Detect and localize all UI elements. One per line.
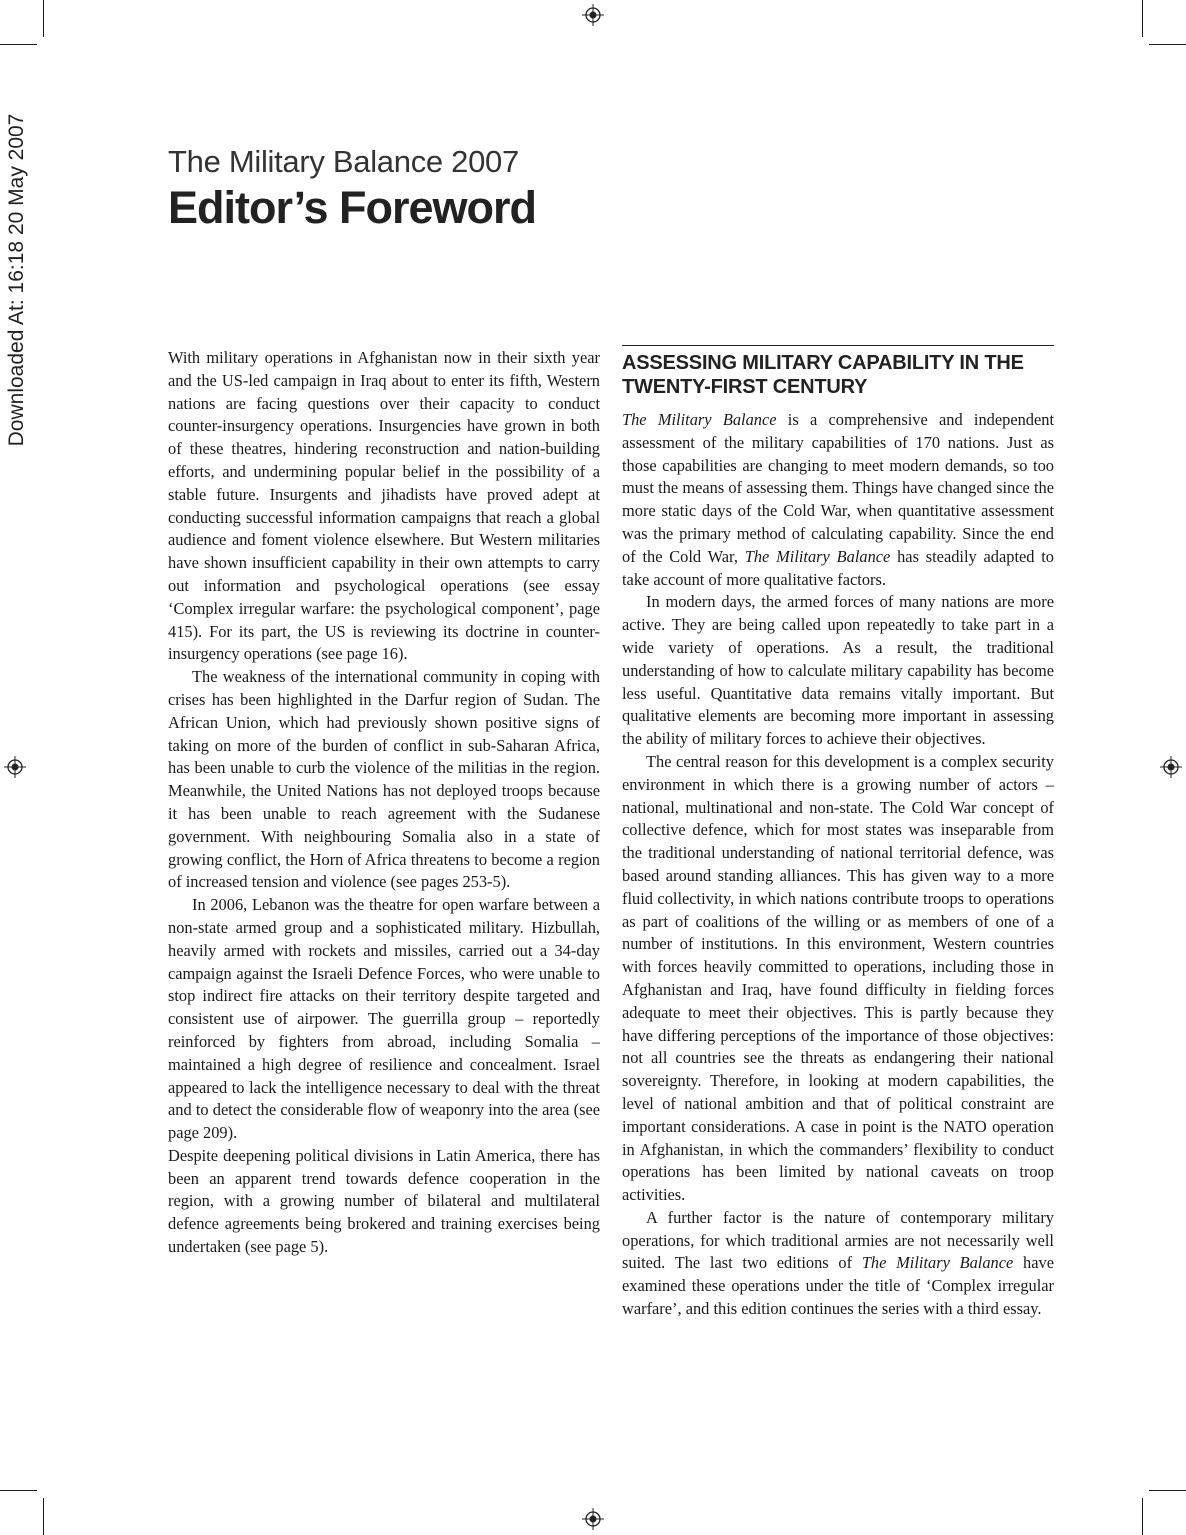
- left-column: [168, 345, 600, 1259]
- publication-series: The Military Balance 2007: [168, 144, 519, 179]
- crop-mark-bottom-left-horizontal: [0, 1490, 37, 1491]
- paragraph: The weakness of the international community in coping with crises has been highlighted in the Darfur region of Sudan. The African Union, which had previously shown positive signs of taking on more of the burden of conflict in sub-Saharan Africa, has been unable to curb the violence of the militias in the region. Meanwhile, the United Nations has not deployed troops because it has been unable to reach agreement with the Sudanese government. With neighbouring Somalia also in a state of growing conflict, the Horn of Africa threatens to become a region of increased tension and violence (see pages 253-5).: [168, 667, 600, 892]
- paragraph: In 2006, Lebanon was the theatre for open warfare between a non-state armed group and a sophisticated military. Hizbullah, heavily armed with rockets and missiles, carried out a 34-day campaign against the Israeli Defence Forces, who were unable to stop indirect fire attacks on their territory despite targeted and consistent use of airpower. The guerrilla group – reportedly reinforced by fighters from abroad, including Somalia – maintained a high degree of resilience and concealment. Israel appeared to lack the intelligence necessary to deal with the threat and to detect the considerable flow of weaponry into the area (see page 209).: [168, 895, 600, 1143]
- registration-mark-icon: [582, 4, 604, 26]
- crop-mark-bottom-right-horizontal: [1149, 1490, 1186, 1491]
- paragraph: The Military Balance is a comprehensive and independent assessment of the military capabilities of 170 nations. Just as those capabilities are changing to meet modern demands, so too must the means of assessing them. Things have changed since the more static days of the Cold War, when quantitative assessment was the primary method of calculating capability. Since the end of the Cold War, The Military Balance has steadily adapted to take account of more qualitative factors.: [622, 410, 1055, 589]
- paragraph: The central reason for this development is a complex security environment in which there is a growing number of actors – national, multinational and non-state. The Cold War concept of collective defence, which for most states was inseparable from the traditional understanding of national territorial defence, was based around standing alliances. This has given way to a more fluid collectivity, in which nations contribute troops to operations as part of coalitions of the willing or as members of one of a number of institutions. In this environment, Western countries with forces heavily committed to operations, including those in Afghanistan and Iraq, have found difficulty in fielding forces adequate to meet their objectives. This is partly because they have differing perceptions of the importance of those objectives: not all countries see the threats as endangering their national sovereignty. Therefore, in looking at modern capabilities, the level of national ambition and that of political constraint are important considerations. A case in point is the NATO operation in Afghanistan, in which the commanders’ flexibility to conduct operations has been limited by national caveats on troop activities.: [622, 751, 1054, 1205]
- crop-mark-bottom-left-vertical: [43, 1498, 44, 1535]
- crop-mark-bottom-right-vertical: [1142, 1498, 1143, 1535]
- publication-title-italic: The Military Balance: [861, 1253, 1014, 1273]
- download-stamp: Downloaded At: 16:18 20 May 2007: [5, 113, 28, 447]
- paragraph: Despite deepening political divisions in Latin America, there has been an apparent trend towards defence cooperation in the region, with a growing number of bilateral and multilateral defence agreements being brokered and training exercises being undertaken (see page 5).: [168, 1145, 600, 1257]
- page-title: Editor’s Foreword: [168, 182, 537, 233]
- registration-mark-icon: [4, 756, 26, 778]
- registration-mark-icon: [582, 1508, 604, 1530]
- section-heading: ASSESSING MILITARY CAPABILITY IN THE TWENTY-FIRST CENTURY: [622, 345, 1054, 399]
- right-column: [622, 345, 1054, 1321]
- crop-mark-top-left-vertical: [43, 0, 44, 37]
- crop-mark-top-right-horizontal: [1149, 44, 1186, 45]
- paragraph: With military operations in Afghanistan now in their sixth year and the US-led campaign in Iraq about to enter its fifth, Western nations are facing questions over their capacity to conduct counter-insurgency operations. Insurgencies have grown in both of these theatres, hindering reconstruction and nation-building efforts, and undermining popular belief in the possibility of a stable future. Insurgents and jihadists have proved adept at conducting successful information campaigns that reach a global audience and foment violence elsewhere. But Western militaries have shown insufficient capability in their own attempts to carry out information and psychological operations (see essay ‘Complex irregular warfare: the psychological component’, page 415). For its part, the US is reviewing its doctrine in counter-insurgency operations (see page 16).: [168, 348, 600, 664]
- crop-mark-top-right-vertical: [1142, 0, 1143, 37]
- paragraph: A further factor is the nature of contemporary military operations, for which traditional armies are not necessarily well suited. The last two editions of The Military Balance have examined these operations under the title of ‘Complex irregular warfare’, and this edition continues the series with a third essay.: [622, 1207, 1054, 1319]
- publication-title-italic: The Military Balance: [622, 410, 777, 429]
- publication-title-italic: The Military Balance: [744, 546, 891, 566]
- page-header: [168, 142, 536, 234]
- registration-mark-icon: [1160, 756, 1182, 778]
- paragraph: In modern days, the armed forces of many nations are more active. They are being called upon repeatedly to take part in a wide variety of operations. As a result, the traditional understanding of how to calculate military capability has become less useful. Quantitative data remains vitally important. But qualitative elements are becoming more important in assessing the ability of military forces to achieve their objectives.: [622, 592, 1054, 749]
